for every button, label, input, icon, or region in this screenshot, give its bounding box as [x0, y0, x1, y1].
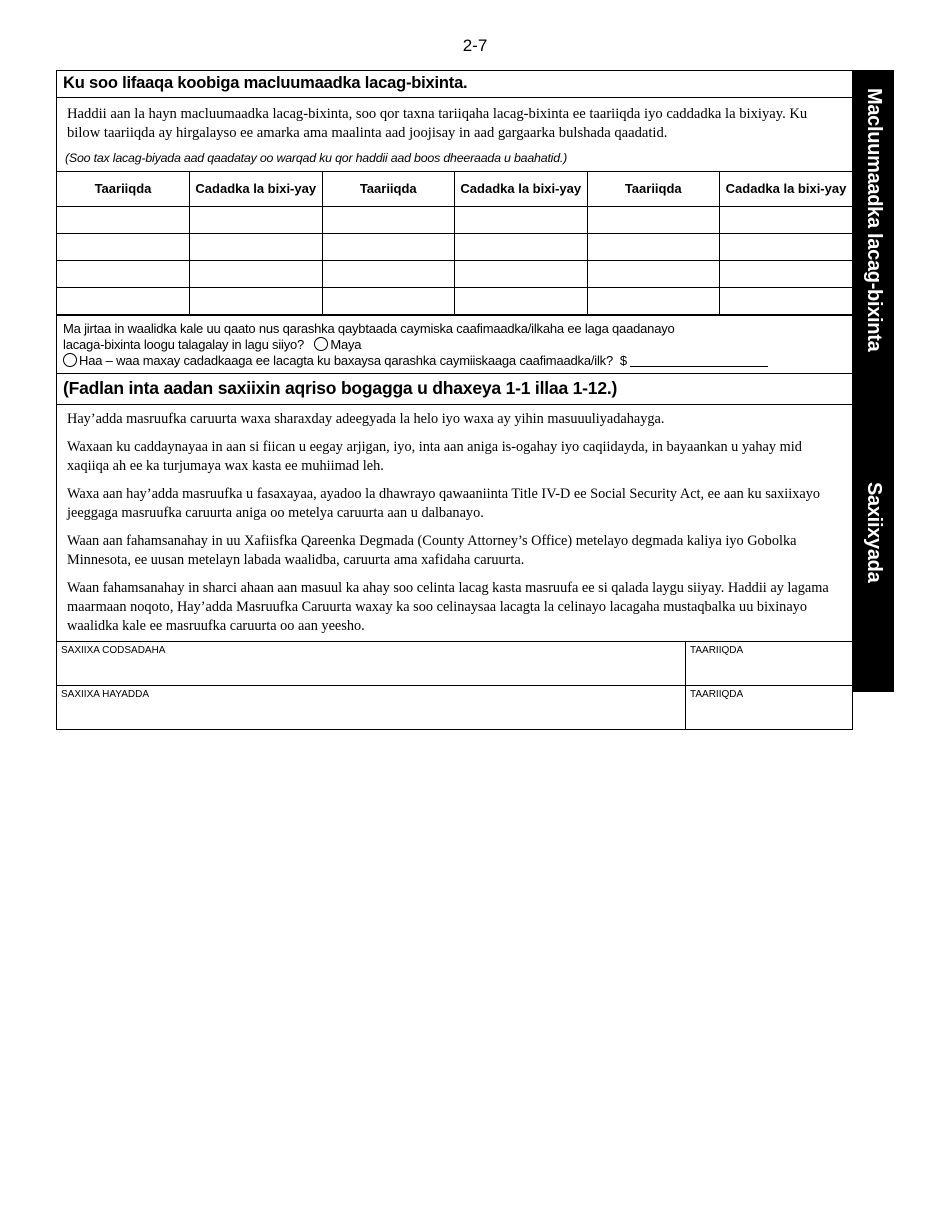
statement-paragraph: Waxa aan hay’adda masruufka u fasaxayaa, ayadoo la dhawrayo qawaaniinta Title IV-D ee Social Security Act, ee aan ku saxiixayo jeeggaga masruufka caruurta aniga oo metelya caruurta aan u dalbanayo. [67, 486, 821, 521]
amount-cell[interactable] [455, 261, 588, 288]
col-header-amount: Cadadka la bixi-yay [190, 172, 323, 207]
agency-signature-row [57, 685, 852, 729]
col-header-amount: Cadadka la bixi-yay [455, 172, 588, 207]
form-frame [56, 70, 853, 730]
table-row [57, 207, 852, 234]
amount-cell[interactable] [455, 288, 588, 315]
amount-cell[interactable] [190, 234, 323, 261]
payment-section-title: Ku soo lifaaqa koobiga macluumaadka lacag-bixinta. [57, 71, 852, 98]
applicant-signature-label: SAXIIXA CODSADAHA [61, 645, 166, 656]
statement-paragraph: Hay’adda masruufka caruurta waxa sharaxday adeegyada la helo iyo waxa ay yihin masuuuliyadahayga. [67, 411, 665, 427]
amount-input-line[interactable] [630, 354, 768, 367]
applicant-date-field[interactable] [686, 642, 852, 685]
applicant-signature-field[interactable] [57, 642, 686, 685]
statement-paragraph: Waan fahamsanahay in sharci ahaan aan masuul ka ahay soo celinta lacag kasta masruufa ee si qalada laygu siiyay. Haddii ay lagama maarmaan noqoto, Hay’adda Masruufka Caruurta waxay ka soo celinaysaa lacagta la celinayo lacagaha mustaqbalka uu bixinayo waalidka kale ee masruufka caruurta oo aan yeesho. [67, 580, 829, 634]
col-header-date: Taariiqda [587, 172, 720, 207]
applicant-signature-row [57, 641, 852, 685]
amount-cell[interactable] [455, 234, 588, 261]
date-cell[interactable] [587, 207, 720, 234]
statement-paragraph: Waan aan fahamsanahay in uu Xafiisfka Qareenka Degmada (County Attorney’s Office) metelayo degmada kaliya iyo Gobolka Minnesota, ee uusan metelayn labada waalidba, caruurta ama xafidaha caruurta. [67, 533, 797, 568]
amount-cell[interactable] [720, 234, 853, 261]
question-line2: lacaga-bixinta loogu talagalay in lagu siiyo? [63, 337, 305, 352]
col-header-amount: Cadadka la bixi-yay [720, 172, 853, 207]
section-sidebar [853, 70, 894, 692]
date-cell[interactable] [587, 234, 720, 261]
amount-cell[interactable] [455, 207, 588, 234]
date-cell[interactable] [322, 261, 455, 288]
agency-signature-field[interactable] [57, 686, 686, 729]
date-cell[interactable] [57, 234, 190, 261]
date-cell[interactable] [57, 288, 190, 315]
date-cell[interactable] [587, 288, 720, 315]
table-header-row [57, 172, 852, 207]
agency-date-field[interactable] [686, 686, 852, 729]
radio-yes[interactable] [63, 353, 77, 367]
date-label: TAARIIQDA [690, 689, 744, 700]
sidebar-label-signatures: Saxiixyada [863, 482, 885, 583]
option-yes-label: Haa – waa maxay cadadkaaga ee lacagta ku baxaysa qarashka caymiiskaaga caafimaadka/ilk? [79, 353, 613, 368]
date-label: TAARIIQDA [690, 645, 744, 656]
option-no-label: Maya [330, 337, 362, 352]
date-cell[interactable] [322, 288, 455, 315]
payment-note: (Soo tax lacag-biyada aad qaadatay oo warqad ku qor haddii aad boos dheeraada u baahatid.) [65, 151, 568, 165]
col-header-date: Taariiqda [322, 172, 455, 207]
col-header-date: Taariiqda [57, 172, 190, 207]
payment-table [57, 171, 852, 315]
agency-signature-label: SAXIIXA HAYADDA [61, 689, 149, 700]
amount-cell[interactable] [720, 207, 853, 234]
table-row [57, 234, 852, 261]
sidebar-label-payments: Macluumaadka lacag-bixinta [863, 88, 885, 352]
date-cell[interactable] [322, 207, 455, 234]
amount-cell[interactable] [190, 207, 323, 234]
radio-no[interactable] [314, 337, 328, 351]
statement-paragraph: Waxaan ku caddaynayaa in aan si fiican u eegay arjigan, iyo, inta aan aniga is-ogahay iyo caqiidayda, in bayaankan u yahay mid xaqiiqa ah ee ka turjumaya wax kasta ee muhiimad leh. [67, 439, 802, 474]
currency-symbol: $ [619, 353, 627, 368]
date-cell[interactable] [57, 207, 190, 234]
table-row [57, 261, 852, 288]
page-number: 2-7 [462, 36, 488, 55]
date-cell[interactable] [322, 234, 455, 261]
signature-section-title: (Fadlan inta aadan saxiixin aqriso bogagga u dhaxeya 1-1 illaa 1-12.) [57, 373, 852, 405]
amount-cell[interactable] [190, 261, 323, 288]
amount-cell[interactable] [720, 261, 853, 288]
table-row [57, 288, 852, 315]
date-cell[interactable] [57, 261, 190, 288]
question-line1: Ma jirtaa in waalidka kale uu qaato nus qarashka qaybtaada caymiska caafimaadka/ilkaha ee laga qaadanayo [63, 321, 675, 336]
amount-cell[interactable] [190, 288, 323, 315]
amount-cell[interactable] [720, 288, 853, 315]
statements [57, 405, 852, 636]
date-cell[interactable] [587, 261, 720, 288]
payment-intro: Haddii aan la hayn macluumaadka lacag-bixinta, soo qor taxna tariiqaha lacag-bixinta ee taariiqda iyo caddadka la bixiyay. Ku bilow taariiqda ay hirgalayso ee amarka ama maalinta aad joojisay in aad gargaarka bulshada qaadatid. [67, 106, 808, 141]
insurance-question [57, 315, 852, 373]
